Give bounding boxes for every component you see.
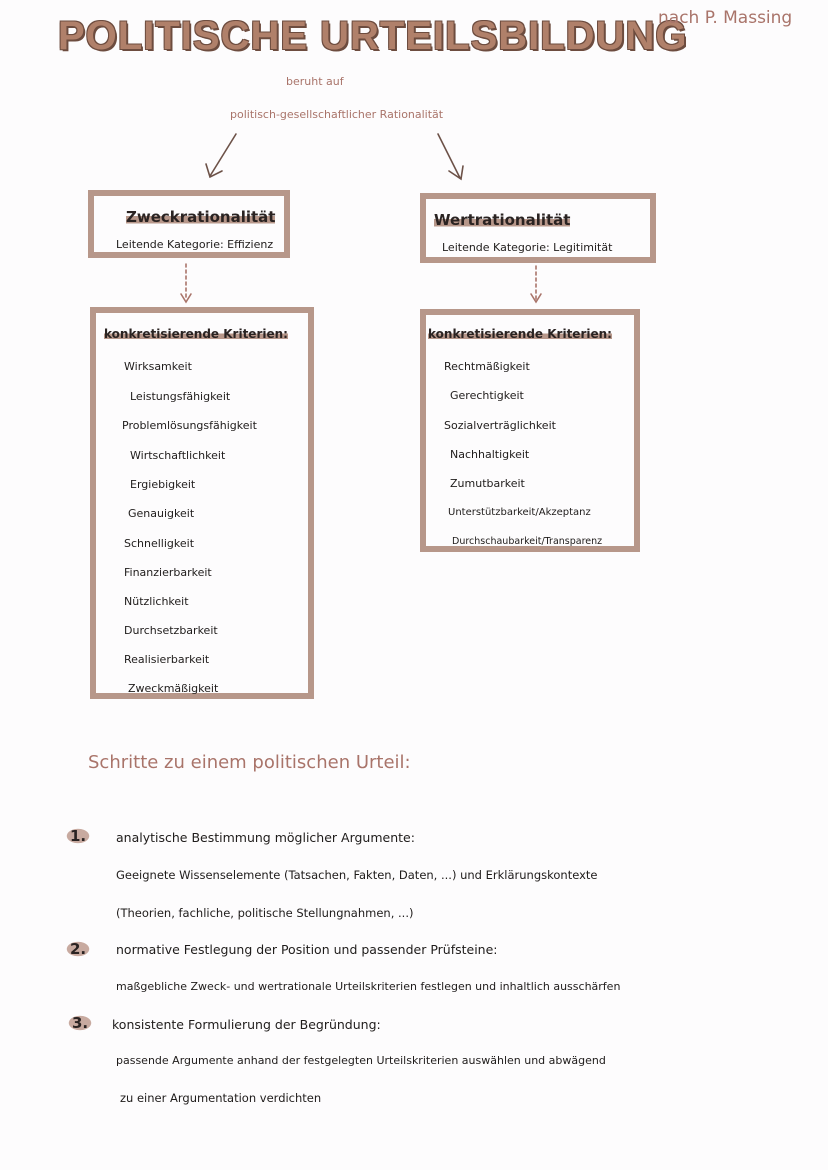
criterion-item: Finanzierbarkeit bbox=[124, 566, 212, 579]
step-number: 1. bbox=[64, 827, 92, 845]
criterion-item: Ergiebigkeit bbox=[130, 478, 196, 491]
page-title: POLITISCHE URTEILSBILDUNG bbox=[58, 14, 688, 58]
author-note: nach P. Massing bbox=[658, 8, 793, 28]
criterion-item: Rechtmäßigkeit bbox=[444, 360, 530, 373]
step-title: konsistente Formulierung der Begründung: bbox=[112, 1017, 381, 1032]
criterion-item: Nützlichkeit bbox=[124, 595, 189, 608]
wert-category: Leitende Kategorie: Legitimität bbox=[442, 241, 613, 254]
step-number: 3. bbox=[66, 1014, 94, 1032]
arrow-right-head bbox=[449, 166, 463, 179]
wertrationalitaet-box bbox=[420, 193, 656, 263]
step-detail: Geeignete Wissenselemente (Tatsachen, Fakten, Daten, ...) und Erklärungskontexte bbox=[116, 868, 598, 882]
criterion-item: Durchschaubarkeit/Transparenz bbox=[452, 536, 603, 547]
criterion-item: Gerechtigkeit bbox=[450, 389, 524, 402]
zweckrationalitaet-box bbox=[88, 190, 290, 258]
step-detail: passende Argumente anhand der festgelegten Urteilskriterien auswählen und abwägend bbox=[116, 1054, 606, 1067]
step-title: normative Festlegung der Position und passender Prüfsteine: bbox=[116, 942, 498, 957]
criterion-item: Wirtschaftlichkeit bbox=[130, 449, 226, 462]
wertrationalitaet-title: Wertrationalität bbox=[434, 211, 571, 229]
criterion-item: Leistungsfähigkeit bbox=[130, 390, 231, 403]
wert-criteria-box bbox=[420, 309, 640, 552]
criterion-item: Realisierbarkeit bbox=[124, 653, 210, 666]
criterion-item: Schnelligkeit bbox=[124, 537, 195, 550]
zweck-criteria-title: konkretisierende Kriterien: bbox=[104, 327, 288, 341]
basis-rationality: politisch-gesellschaftlicher Rationalität bbox=[230, 108, 444, 121]
step-detail: zu einer Argumentation verdichten bbox=[120, 1091, 322, 1105]
wert-criteria-title: konkretisierende Kriterien: bbox=[428, 327, 612, 341]
criterion-item: Wirksamkeit bbox=[124, 360, 192, 373]
zweck-category: Leitende Kategorie: Effizienz bbox=[116, 238, 274, 251]
criterion-item: Sozialverträglichkeit bbox=[444, 419, 556, 432]
zweck-criteria-box bbox=[90, 307, 314, 699]
steps-heading: Schritte zu einem politischen Urteil: bbox=[88, 752, 411, 773]
criterion-item: Problemlösungsfähigkeit bbox=[122, 419, 257, 432]
criterion-item: Durchsetzbarkeit bbox=[124, 624, 218, 637]
criterion-item: Zweckmäßigkeit bbox=[128, 682, 219, 695]
criterion-item: Genauigkeit bbox=[128, 507, 195, 520]
step-detail: maßgebliche Zweck- und wertrationale Urteilskriterien festlegen und inhaltlich ausschärfen bbox=[116, 980, 621, 993]
criterion-item: Nachhaltigkeit bbox=[450, 448, 530, 461]
step-number: 2. bbox=[64, 940, 92, 958]
criterion-item: Zumutbarkeit bbox=[450, 477, 525, 490]
zweckrationalitaet-title: Zweckrationalität bbox=[126, 208, 276, 226]
criterion-item: Unterstützbarkeit/Akzeptanz bbox=[448, 507, 591, 518]
step-title: analytische Bestimmung möglicher Argumente: bbox=[116, 830, 415, 845]
arrow-left bbox=[210, 134, 236, 176]
basis-label: beruht auf bbox=[286, 75, 344, 88]
step-detail: (Theorien, fachliche, politische Stellungnahmen, ...) bbox=[116, 906, 414, 920]
